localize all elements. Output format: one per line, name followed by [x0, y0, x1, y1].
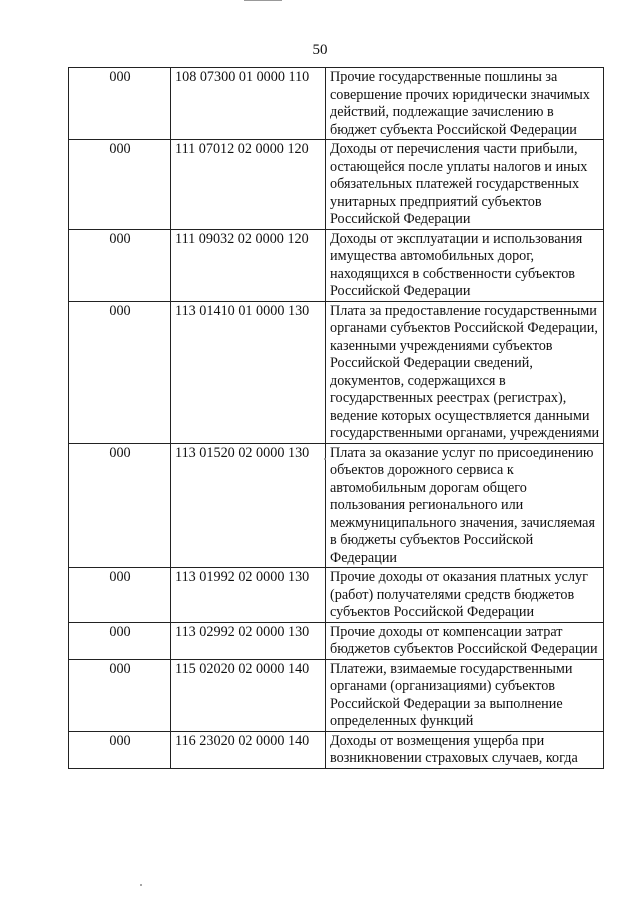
revenue-name-cell: Прочие доходы от компенсации затрат бюджетов субъектов Российской Федерации [326, 622, 604, 659]
budget-code-cell: 111 09032 02 0000 120 [171, 229, 326, 301]
table-row [69, 731, 604, 768]
revenue-name-cell: Доходы от перечисления части прибыли, остающейся после уплаты налогов и иных обязательных платежей государственных унитарных предприятий субъектов Российской Федерации [326, 140, 604, 230]
admin-code-cell: 000 [69, 68, 171, 140]
budget-code-cell: 113 01520 02 0000 130 [171, 443, 326, 568]
revenue-name-cell: Доходы от возмещения ущерба при возникновении страховых случаев, когда [326, 731, 604, 768]
revenue-name-cell: Платежи, взимаемые государственными органами (организациями) субъектов Российской Федерации за выполнение определенных функций [326, 659, 604, 731]
admin-code-cell: 000 [69, 229, 171, 301]
table-row [69, 301, 604, 443]
revenue-name-cell: Прочие государственные пошлины за совершение прочих юридически значимых действий, подлежащие зачислению в бюджет субъекта Российской Федерации [326, 68, 604, 140]
budget-code-cell: 113 01410 01 0000 130 [171, 301, 326, 443]
admin-code-cell: 000 [69, 622, 171, 659]
budget-classification-table [68, 67, 604, 769]
table-row [69, 443, 604, 568]
admin-code-cell: 000 [69, 443, 171, 568]
admin-code-cell: 000 [69, 659, 171, 731]
table-row [69, 568, 604, 623]
budget-code-cell: 108 07300 01 0000 110 [171, 68, 326, 140]
scan-speck [140, 884, 142, 886]
revenue-name-cell: Плата за предоставление государственными органами субъектов Российской Федерации, казенными учреждениями субъектов Российской Федерации сведений, документов, содержащихся в государственных реестрах (регистрах), ведение которых осуществляется данными государственными органами, учреждениями [326, 301, 604, 443]
scan-speck [324, 458, 326, 460]
scan-mark [244, 0, 282, 1]
admin-code-cell: 000 [69, 731, 171, 768]
table-row [69, 229, 604, 301]
revenue-name-cell: Плата за оказание услуг по присоединению объектов дорожного сервиса к автомобильным дорогам общего пользования регионального или межмуниципального значения, зачисляемая в бюджеты субъектов Российской Федерации [326, 443, 604, 568]
table-row [69, 622, 604, 659]
budget-code-cell: 111 07012 02 0000 120 [171, 140, 326, 230]
table-row [69, 659, 604, 731]
admin-code-cell: 000 [69, 301, 171, 443]
table-row [69, 68, 604, 140]
budget-code-cell: 113 01992 02 0000 130 [171, 568, 326, 623]
table-row [69, 140, 604, 230]
budget-code-cell: 115 02020 02 0000 140 [171, 659, 326, 731]
admin-code-cell: 000 [69, 140, 171, 230]
revenue-name-cell: Прочие доходы от оказания платных услуг (работ) получателями средств бюджетов субъектов Российской Федерации [326, 568, 604, 623]
budget-code-cell: 113 02992 02 0000 130 [171, 622, 326, 659]
page-number: 50 [312, 42, 328, 58]
budget-code-cell: 116 23020 02 0000 140 [171, 731, 326, 768]
admin-code-cell: 000 [69, 568, 171, 623]
revenue-name-cell: Доходы от эксплуатации и использования имущества автомобильных дорог, находящихся в собственности субъектов Российской Федерации [326, 229, 604, 301]
